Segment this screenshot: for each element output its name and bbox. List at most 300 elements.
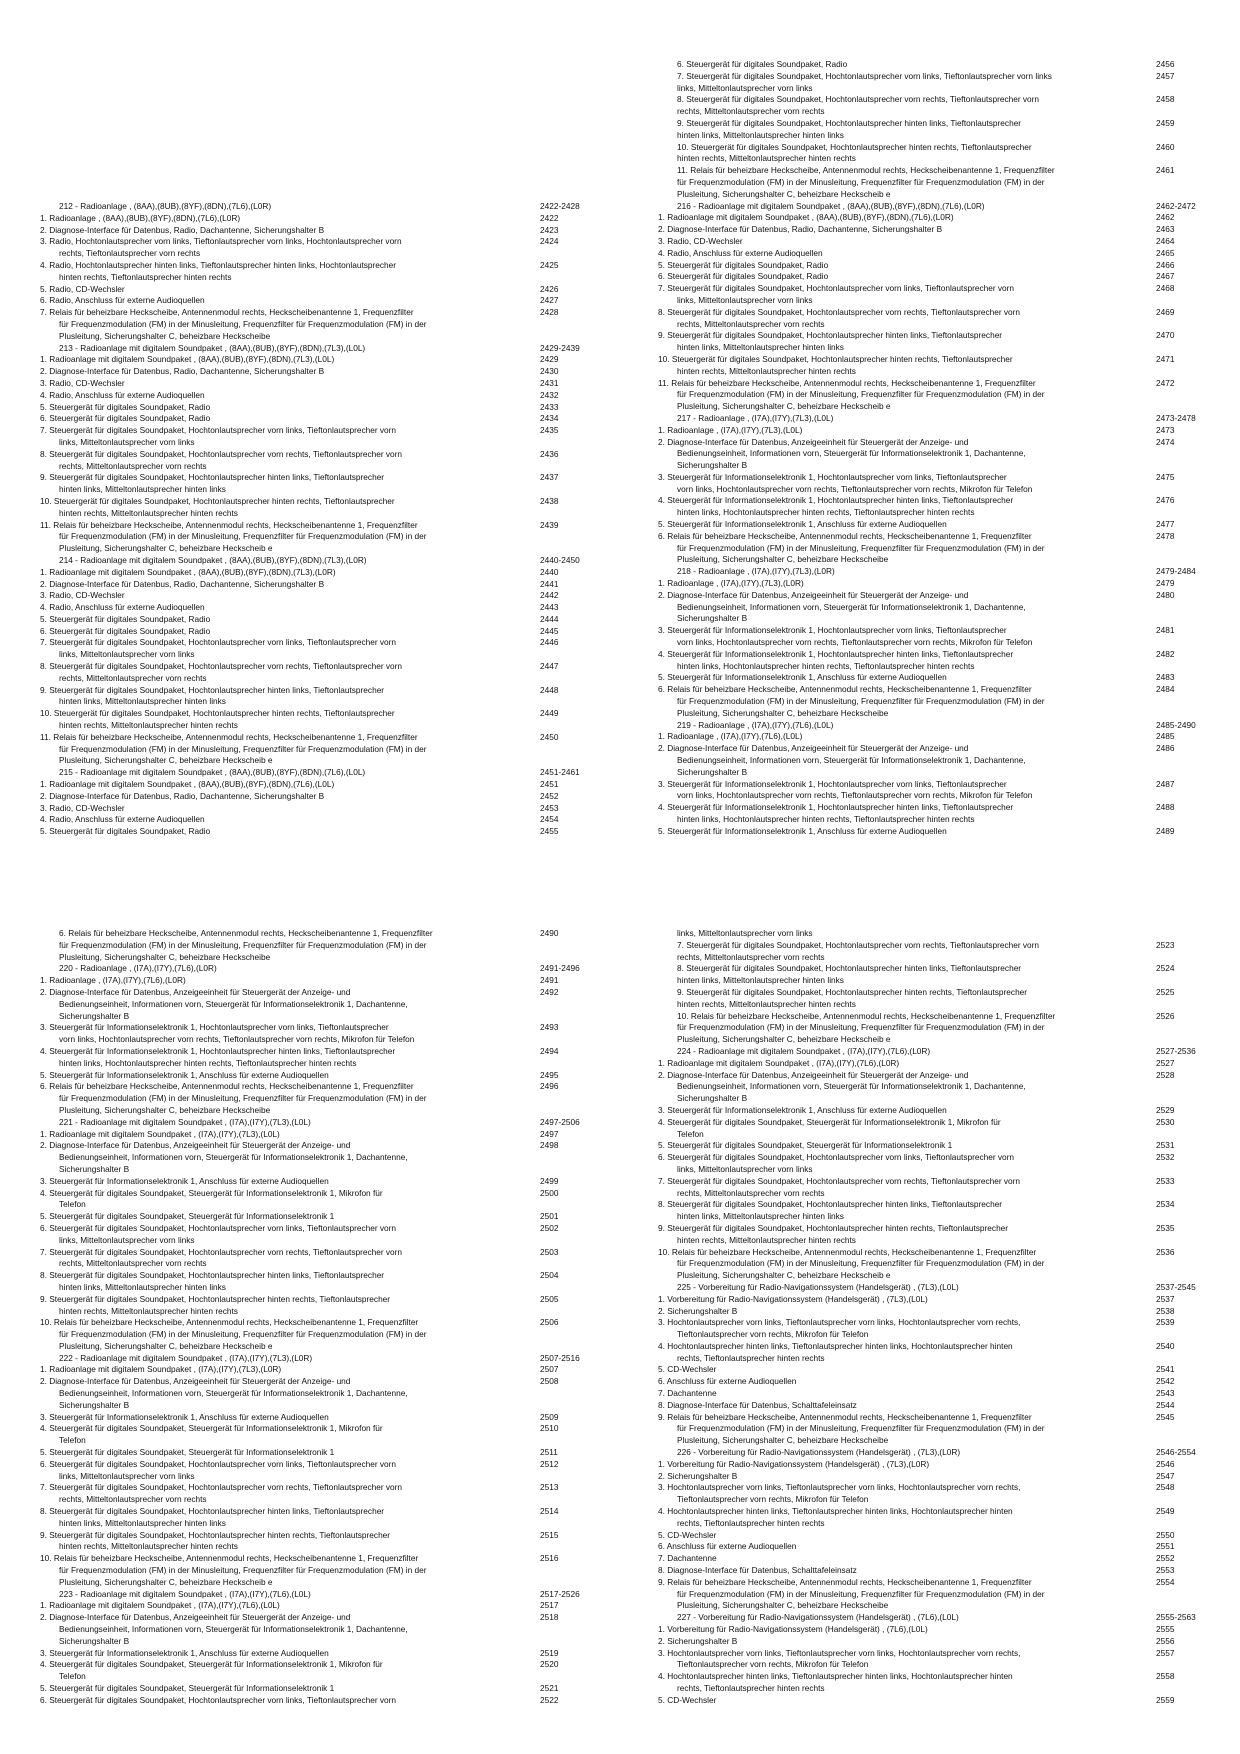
- toc-continuation: [658, 1683, 1240, 1695]
- toc-entry: [40, 661, 640, 673]
- toc-continuation: [40, 1011, 640, 1023]
- toc-continuation: [658, 1093, 1240, 1105]
- toc-continuation: [40, 508, 640, 520]
- page-number: 2470: [1156, 330, 1175, 341]
- toc-continuation: [658, 790, 1240, 802]
- entry-text: 6. Steuergerät für digitales Soundpaket, Radio: [658, 271, 829, 282]
- entry-text: 3. Steuergerät für Informationselektronik 1, Hochtonlautsprecher vorn links, Tieftonlautsprecher: [658, 625, 1007, 636]
- toc-entry: [658, 1117, 1240, 1129]
- toc-entry: [658, 1388, 1240, 1400]
- entry-text: 2. Sicherungshalter B: [658, 1305, 738, 1316]
- page-number: 2526: [1156, 1010, 1175, 1021]
- entry-text: 8. Steuergerät für digitales Soundpaket, Hochtonlautsprecher vorn rechts, Tieftonlautsprecher vorn: [40, 448, 403, 459]
- entry-text: für Frequenzmodulation (FM) in der Minusleitung, Frequenzfilter für Frequenzmodulation (FM) in der: [677, 696, 1045, 707]
- section-heading: [40, 201, 640, 213]
- entry-text: für Frequenzmodulation (FM) in der Minusleitung, Frequenzfilter für Frequenzmodulation (FM) in der: [677, 1258, 1045, 1269]
- entry-text: 7. Dachantenne: [658, 1553, 717, 1564]
- entry-text: für Frequenzmodulation (FM) in der Minusleitung, Frequenzfilter für Frequenzmodulation (FM) in der: [59, 939, 427, 950]
- toc-entry: [40, 1140, 640, 1152]
- page-number: 2530: [1156, 1116, 1175, 1127]
- entry-text: 7. Steuergerät für digitales Soundpaket, Hochtonlautsprecher vorn links, Tieftonlautsprecher vorn: [40, 425, 397, 436]
- toc-entry: [40, 567, 640, 579]
- toc-continuation: [658, 153, 1240, 165]
- entry-text: 6. Steuergerät für digitales Soundpaket, Radio: [677, 59, 848, 69]
- toc-continuation: [40, 720, 640, 732]
- entry-text: 9. Relais für beheizbare Heckscheibe, Antennenmodul rechts, Heckscheibenantenne 1, Frequenzfilter: [658, 1576, 1032, 1587]
- entry-text: 212 - Radioanlage , (8AA),(8UB),(8YF),(8DN),(7L6),(L0R): [59, 201, 272, 211]
- toc-entry: [40, 814, 640, 826]
- toc-entry: [40, 496, 640, 508]
- page-number: 2487: [1156, 778, 1175, 789]
- page-number: 2485-2490: [1156, 719, 1196, 730]
- page-number: 2483: [1156, 672, 1175, 683]
- entry-text: 5. CD-Wechsler: [658, 1529, 717, 1540]
- entry-text: 5. Steuergerät für Informationselektronik 1, Anschluss für externe Audioquellen: [658, 825, 947, 836]
- toc-continuation: [40, 940, 640, 952]
- toc-continuation: [40, 461, 640, 473]
- toc-entry: [658, 743, 1240, 755]
- toc-entry: [40, 378, 640, 390]
- entry-text: 2. Diagnose-Interface für Datenbus, Radio, Dachantenne, Sicherungshalter B: [40, 224, 325, 235]
- page-number: 2497: [540, 1128, 559, 1139]
- entry-text: Bedienungseinheit, Informationen vorn, Steuergerät für Informationselektronik 1, Dachantenne,: [59, 1388, 408, 1399]
- page-number: 2511: [540, 1447, 558, 1458]
- toc-continuation: [658, 1600, 1240, 1612]
- page-number: 2428: [540, 307, 559, 318]
- toc-continuation: [658, 1022, 1240, 1034]
- entry-text: 2. Sicherungshalter B: [658, 1635, 738, 1646]
- page-number: 2476: [1156, 495, 1175, 506]
- entry-text: hinten rechts, Mitteltonlautsprecher hinten rechts: [59, 720, 238, 731]
- entry-text: 3. Steuergerät für Informationselektronik 1, Anschluss für externe Audioquellen: [40, 1175, 329, 1186]
- entry-text: 7. Steuergerät für digitales Soundpaket, Hochtonlautsprecher vorn rechts, Tieftonlautsprecher vorn: [40, 1246, 403, 1257]
- toc-entry: [40, 1506, 640, 1518]
- entry-text: hinten links, Mitteltonlautsprecher hinten links: [677, 129, 844, 140]
- entry-text: 6. Relais für beheizbare Heckscheibe, Antennenmodul rechts, Heckscheibenantenne 1, Frequenzfilter: [658, 684, 1032, 695]
- entry-text: Sicherungshalter B: [59, 1163, 130, 1174]
- toc-continuation: [658, 177, 1240, 189]
- toc-entry: [658, 260, 1240, 272]
- toc-entry: [40, 1659, 640, 1671]
- entry-text: Telefon: [59, 1671, 86, 1682]
- entry-text: 221 - Radioanlage mit digitalem Soundpaket , (I7A),(I7Y),(7L3),(L0L): [59, 1116, 311, 1127]
- page-number: 2505: [540, 1293, 559, 1304]
- page-number: 2515: [540, 1529, 559, 1540]
- entry-text: 213 - Radioanlage mit digitalem Soundpaket , (8AA),(8UB),(8YF),(8DN),(7L3),(L0L): [59, 342, 366, 353]
- entry-text: 1. Radioanlage , (I7A),(I7Y),(7L3),(L0R): [658, 578, 804, 589]
- entry-text: 1. Radioanlage mit digitalem Soundpaket , (I7A),(I7Y),(7L3),(L0L): [40, 1128, 280, 1139]
- toc-continuation: [658, 987, 1240, 999]
- page-number: 2429-2439: [540, 342, 580, 353]
- toc-entry: [658, 1341, 1240, 1353]
- entry-text: 8. Steuergerät für digitales Soundpaket, Hochtonlautsprecher hinten links, Tieftonlautsprecher: [658, 1199, 1003, 1210]
- toc-entry: [658, 625, 1240, 637]
- entry-text: 9. Steuergerät für digitales Soundpaket, Hochtonlautsprecher hinten rechts, Tieftonlautsprecher: [658, 1222, 1009, 1233]
- page-number: 2544: [1156, 1399, 1175, 1410]
- toc-continuation: [40, 1341, 640, 1353]
- entry-text: hinten links, Mitteltonlautsprecher hinten links: [59, 1517, 226, 1528]
- entry-text: 7. Steuergerät für digitales Soundpaket, Hochtonlautsprecher vorn links, Tieftonlautsprecher vorn links: [677, 70, 1052, 81]
- toc-continuation: [40, 248, 640, 260]
- page-number: 2557: [1156, 1647, 1175, 1658]
- toc-continuation: [658, 1129, 1240, 1141]
- section-heading: [658, 566, 1240, 578]
- toc-continuation: [658, 295, 1240, 307]
- page-number: 2522: [540, 1694, 559, 1705]
- page-number: 2459: [1156, 117, 1175, 128]
- entry-text: Bedienungseinheit, Informationen vorn, Steuergerät für Informationselektronik 1, Dachantenne,: [59, 1624, 408, 1635]
- toc-continuation: [658, 999, 1240, 1011]
- entry-text: 1. Vorbereitung für Radio-Navigationssystem (Handelsgerät) , (7L3),(L0R): [658, 1458, 930, 1469]
- toc-continuation: [40, 744, 640, 756]
- page-number: 2533: [1156, 1175, 1175, 1186]
- page-number: 2541: [1156, 1364, 1175, 1375]
- entry-text: hinten links, Hochtonlautsprecher hinten rechts, Tieftonlautsprecher hinten rechts: [677, 507, 975, 518]
- entry-text: 1. Radioanlage , (I7A),(I7Y),(7L6),(L0L): [658, 731, 803, 742]
- page-number: 2527-2536: [1156, 1045, 1196, 1056]
- page-number: 2551: [1156, 1541, 1175, 1552]
- entry-text: Plusleitung, Sicherungshalter C, beheizbare Heckscheib e: [59, 543, 273, 554]
- toc-entry: [40, 1600, 640, 1612]
- toc-entry: [40, 732, 640, 744]
- toc-continuation: [658, 613, 1240, 625]
- entry-text: Sicherungshalter B: [677, 460, 748, 471]
- page-number: 2543: [1156, 1388, 1175, 1399]
- page-number: 2528: [1156, 1069, 1175, 1080]
- page-number: 2460: [1156, 141, 1175, 152]
- page-number: 2491: [540, 975, 559, 986]
- page-number: 2475: [1156, 471, 1175, 482]
- entry-text: rechts, Tieftonlautsprecher hinten rechts: [677, 1517, 825, 1528]
- entry-text: 3. Radio, CD-Wechsler: [40, 802, 125, 813]
- toc-entry: [658, 1364, 1240, 1376]
- toc-entry: [658, 283, 1240, 295]
- toc-entry: [658, 271, 1240, 283]
- entry-text: 2. Diagnose-Interface für Datenbus, Radio, Dachantenne, Sicherungshalter B: [40, 366, 325, 377]
- toc-continuation: [658, 1329, 1240, 1341]
- entry-text: für Frequenzmodulation (FM) in der Minusleitung, Frequenzfilter für Frequenzmodulation (FM) in der: [59, 1329, 427, 1340]
- page-number: 2473-2478: [1156, 412, 1196, 423]
- entry-text: 215 - Radioanlage mit digitalem Soundpaket , (8AA),(8UB),(8YF),(8DN),(7L6),(L0L): [59, 767, 366, 778]
- toc-entry: [658, 1541, 1240, 1553]
- toc-entry: [40, 708, 640, 720]
- toc-entry: [40, 449, 640, 461]
- toc-continuation: [658, 71, 1240, 83]
- toc-entry: [658, 425, 1240, 437]
- entry-text: Plusleitung, Sicherungshalter C, beheizbare Heckscheibe: [677, 1600, 889, 1611]
- toc-continuation: [658, 1518, 1240, 1530]
- entry-text: 4. Radio, Hochtonlautsprecher hinten links, Tieftonlautsprecher hinten links, Hochtonlautsprecher: [40, 259, 397, 270]
- entry-text: 10. Relais für beheizbare Heckscheibe, Antennenmodul rechts, Heckscheibenantenne 1, Frequenzfilter: [677, 1010, 1056, 1021]
- toc-entry: [658, 731, 1240, 743]
- page-number: 2493: [540, 1022, 559, 1033]
- toc-continuation: [658, 814, 1240, 826]
- toc-continuation: [658, 118, 1240, 130]
- toc-entry: [40, 354, 640, 366]
- entry-text: 5. Steuergerät für digitales Soundpaket, Radio: [40, 613, 211, 624]
- toc-continuation: [658, 1423, 1240, 1435]
- entry-text: 9. Steuergerät für digitales Soundpaket, Hochtonlautsprecher hinten links, Tieftonlautsprecher: [40, 684, 385, 695]
- entry-text: 7. Steuergerät für digitales Soundpaket, Hochtonlautsprecher vorn rechts, Tieftonlautsprecher vorn: [658, 1175, 1021, 1186]
- toc-entry: [40, 402, 640, 414]
- toc-entry: [40, 1188, 640, 1200]
- entry-text: vorn links, Hochtonlautsprecher vorn rechts, Tieftonlautsprecher vorn rechts, Mikrofon für Telefon: [677, 790, 1033, 801]
- toc-continuation: [658, 189, 1240, 201]
- toc-entry: [40, 1412, 640, 1424]
- entry-text: vorn links, Hochtonlautsprecher vorn rechts, Tieftonlautsprecher vorn rechts, Mikrofon für Telefon: [59, 1034, 415, 1045]
- entry-text: 217 - Radioanlage , (I7A),(I7Y),(7L3),(L0L): [677, 412, 834, 423]
- entry-text: 7. Steuergerät für digitales Soundpaket, Hochtonlautsprecher vorn links, Tieftonlautsprecher vorn: [658, 283, 1015, 294]
- page-number: 2503: [540, 1246, 559, 1257]
- toc-continuation: [658, 1235, 1240, 1247]
- page-number: 2527: [1156, 1057, 1175, 1068]
- section-heading: [40, 1589, 640, 1601]
- page-number: 2547: [1156, 1470, 1175, 1481]
- entry-text: 3. Radio, CD-Wechsler: [658, 235, 743, 246]
- page-number: 2465: [1156, 247, 1175, 258]
- toc-entry: [658, 378, 1240, 390]
- toc-continuation: [658, 1659, 1240, 1671]
- page-number: 2500: [540, 1187, 559, 1198]
- page-number: 2464: [1156, 235, 1175, 246]
- toc-entry: [40, 1070, 640, 1082]
- toc-entry: [658, 1459, 1240, 1471]
- toc-continuation: [40, 1258, 640, 1270]
- entry-text: 8. Steuergerät für digitales Soundpaket, Hochtonlautsprecher vorn rechts, Tieftonlautsprecher vorn: [40, 661, 403, 672]
- page-number: 2422-2428: [540, 201, 580, 211]
- entry-text: Plusleitung, Sicherungshalter C, beheizbare Heckscheibe: [677, 554, 889, 565]
- entry-text: rechts, Mitteltonlautsprecher vorn rechts: [59, 672, 207, 683]
- entry-text: 2. Diagnose-Interface für Datenbus, Radio, Dachantenne, Sicherungshalter B: [40, 578, 325, 589]
- toc-entry: [658, 590, 1240, 602]
- entry-text: Plusleitung, Sicherungshalter C, beheizbare Heckscheib e: [59, 1576, 273, 1587]
- toc-entry: [40, 284, 640, 296]
- toc-continuation: [40, 755, 640, 767]
- section-heading: [40, 1353, 640, 1365]
- toc-continuation: [658, 401, 1240, 413]
- toc-continuation: [40, 673, 640, 685]
- toc-entry: [40, 1364, 640, 1376]
- entry-text: 4. Steuergerät für digitales Soundpaket, Steuergerät für Informationselektronik 1, Mikrofon für: [40, 1187, 383, 1198]
- entry-text: für Frequenzmodulation (FM) in der Minusleitung, Frequenzfilter für Frequenzmodulation (FM) in der: [59, 1093, 427, 1104]
- entry-text: 6. Anschluss für externe Audioquellen: [658, 1541, 797, 1552]
- entry-text: 6. Anschluss für externe Audioquellen: [658, 1376, 797, 1387]
- page-number: 2553: [1156, 1565, 1175, 1576]
- entry-text: 2. Diagnose-Interface für Datenbus, Anzeigeeinheit für Steuergerät der Anzeige- und: [658, 436, 969, 447]
- toc-entry: [40, 472, 640, 484]
- entry-text: 3. Radio, CD-Wechsler: [40, 590, 125, 601]
- toc-continuation: [40, 272, 640, 284]
- entry-text: links, Mitteltonlautsprecher vorn links: [677, 928, 813, 938]
- entry-text: Bedienungseinheit, Informationen vorn, Steuergerät für Informationselektronik 1, Dachantenne,: [677, 755, 1026, 766]
- entry-text: 4. Radio, Anschluss für externe Audioquellen: [40, 814, 205, 825]
- page-number: 2451: [540, 779, 559, 790]
- entry-text: rechts, Mitteltonlautsprecher vorn rechts: [677, 106, 825, 117]
- toc-continuation: [658, 165, 1240, 177]
- page-number: 2448: [540, 684, 559, 695]
- section-heading: [658, 1612, 1240, 1624]
- page-number: 2477: [1156, 519, 1175, 530]
- entry-text: 8. Steuergerät für digitales Soundpaket, Hochtonlautsprecher vorn rechts, Tieftonlautsprecher vorn: [677, 94, 1040, 105]
- page-number: 2542: [1156, 1376, 1175, 1387]
- toc-continuation: [40, 1282, 640, 1294]
- entry-text: 11. Relais für beheizbare Heckscheibe, Antennenmodul rechts, Heckscheibenantenne 1, Frequenzfilter: [40, 519, 418, 530]
- toc-continuation: [658, 554, 1240, 566]
- entry-text: 220 - Radioanlage , (I7A),(I7Y),(7L6),(L0R): [59, 963, 217, 974]
- entry-text: hinten rechts, Mitteltonlautsprecher hinten rechts: [677, 153, 856, 164]
- page-number: 2498: [540, 1140, 559, 1151]
- entry-text: 1. Radioanlage , (8AA),(8UB),(8YF),(8DN),(7L6),(L0R): [40, 212, 241, 223]
- toc-continuation: [40, 1058, 640, 1070]
- entry-text: 9. Steuergerät für digitales Soundpaket, Hochtonlautsprecher hinten rechts, Tieftonlautsprecher: [40, 1529, 391, 1540]
- entry-text: 2. Diagnose-Interface für Datenbus, Anzeigeeinheit für Steuergerät der Anzeige- und: [658, 589, 969, 600]
- page-number: 2556: [1156, 1635, 1175, 1646]
- toc-continuation: [40, 319, 640, 331]
- toc-continuation: [658, 142, 1240, 154]
- entry-text: 5. CD-Wechsler: [658, 1694, 717, 1705]
- entry-text: 2. Sicherungshalter B: [658, 1470, 738, 1481]
- page-number: 2517: [540, 1600, 559, 1611]
- entry-text: 5. Steuergerät für Informationselektronik 1, Anschluss für externe Audioquellen: [658, 672, 947, 683]
- toc-entry: [40, 236, 640, 248]
- toc-entry: [658, 1577, 1240, 1589]
- toc-continuation: [40, 1152, 640, 1164]
- toc-entry: [658, 224, 1240, 236]
- page-number: 2432: [540, 389, 559, 400]
- toc-entry: [40, 791, 640, 803]
- page-number: 2437: [540, 472, 559, 483]
- toc-entry: [40, 1530, 640, 1542]
- toc-entry: [658, 519, 1240, 531]
- section-heading: [658, 1282, 1240, 1294]
- entry-text: 5. Steuergerät für digitales Soundpaket, Steuergerät für Informationselektronik 1: [658, 1140, 953, 1151]
- entry-text: Plusleitung, Sicherungshalter C, beheizbare Heckscheibe: [59, 330, 271, 341]
- page-number: 2549: [1156, 1506, 1175, 1517]
- section-heading: [40, 767, 640, 779]
- toc-continuation: [40, 1541, 640, 1553]
- entry-text: 8. Steuergerät für digitales Soundpaket, Hochtonlautsprecher hinten links, Tieftonlautsprecher: [677, 963, 1022, 974]
- page-number: 2502: [540, 1222, 559, 1233]
- entry-text: 8. Diagnose-Interface für Datenbus, Schalttafeleinsatz: [658, 1399, 857, 1410]
- toc-entry: [658, 1553, 1240, 1565]
- toc-continuation: [40, 928, 640, 940]
- toc-continuation: [40, 1565, 640, 1577]
- toc-entry: [40, 1695, 640, 1707]
- entry-text: rechts, Mitteltonlautsprecher vorn rechts: [59, 460, 207, 471]
- toc-entry: [40, 803, 640, 815]
- page-number: 2441: [540, 578, 559, 589]
- toc-continuation: [40, 649, 640, 661]
- toc-entry: [658, 684, 1240, 696]
- page-number: 2454: [540, 814, 559, 825]
- page-number: 2435: [540, 425, 559, 436]
- page-number: 2478: [1156, 530, 1175, 541]
- page-number: 2457: [1156, 70, 1175, 81]
- page-number: 2507: [540, 1364, 559, 1375]
- entry-text: 222 - Radioanlage mit digitalem Soundpaket , (I7A),(I7Y),(7L3),(L0R): [59, 1352, 313, 1363]
- page-number: 2482: [1156, 648, 1175, 659]
- page-number: 2506: [540, 1317, 559, 1328]
- toc-continuation: [40, 1093, 640, 1105]
- toc-continuation: [658, 602, 1240, 614]
- toc-entry: [40, 520, 640, 532]
- entry-text: rechts, Mitteltonlautsprecher vorn rechts: [677, 951, 825, 962]
- entry-text: Plusleitung, Sicherungshalter C, beheizbare Heckscheib e: [59, 755, 273, 766]
- entry-text: 2. Diagnose-Interface für Datenbus, Radio, Dachantenne, Sicherungshalter B: [658, 224, 943, 235]
- entry-text: 1. Vorbereitung für Radio-Navigationssystem (Handelsgerät) , (7L3),(L0L): [658, 1293, 928, 1304]
- entry-text: Plusleitung, Sicherungshalter C, beheizbare Heckscheib e: [677, 1034, 891, 1045]
- entry-text: 9. Steuergerät für digitales Soundpaket, Hochtonlautsprecher hinten rechts, Tieftonlautsprecher: [677, 986, 1028, 997]
- entry-text: 6. Steuergerät für digitales Soundpaket, Radio: [40, 413, 211, 424]
- entry-text: 2. Diagnose-Interface für Datenbus, Anzeigeeinheit für Steuergerät der Anzeige- und: [658, 743, 969, 754]
- page-number: 2422: [540, 212, 559, 223]
- entry-text: 3. Radio, Hochtonlautsprecher vorn links, Tieftonlautsprecher vorn links, Hochtonlautsprecher vorn: [40, 236, 402, 247]
- toc-entry: [658, 354, 1240, 366]
- page-number: 2479: [1156, 578, 1175, 589]
- toc-entry: [658, 1140, 1240, 1152]
- toc-entry: [658, 1636, 1240, 1648]
- page-number: 2552: [1156, 1553, 1175, 1564]
- toc-entry: [40, 1022, 640, 1034]
- toc-entry: [40, 260, 640, 272]
- page-number: 2427: [540, 295, 559, 306]
- toc-continuation: [40, 1235, 640, 1247]
- entry-text: 3. Radio, CD-Wechsler: [40, 377, 125, 388]
- toc-entry: [658, 649, 1240, 661]
- toc-entry: [40, 1447, 640, 1459]
- page-number: 2462: [1156, 212, 1175, 223]
- page-number: 2509: [540, 1411, 559, 1422]
- entry-text: 6. Radio, Anschluss für externe Audioquellen: [40, 295, 205, 306]
- toc-entry: [658, 1105, 1240, 1117]
- toc-continuation: [40, 1105, 640, 1117]
- entry-text: 2. Diagnose-Interface für Datenbus, Radio, Dachantenne, Sicherungshalter B: [40, 790, 325, 801]
- page-number: 2455: [540, 826, 559, 837]
- page-number: 2491-2496: [540, 963, 580, 974]
- toc-entry: [658, 531, 1240, 543]
- toc-entry: [40, 1129, 640, 1141]
- entry-text: für Frequenzmodulation (FM) in der Minusleitung, Frequenzfilter für Frequenzmodulation (FM) in der: [677, 542, 1045, 553]
- entry-text: 3. Steuergerät für Informationselektronik 1, Anschluss für externe Audioquellen: [40, 1647, 329, 1658]
- toc-entry: [40, 1223, 640, 1235]
- entry-text: hinten rechts, Mitteltonlautsprecher hinten rechts: [677, 1234, 856, 1245]
- entry-text: rechts, Tieftonlautsprecher hinten rechts: [677, 1683, 825, 1693]
- entry-text: 5. Radio, CD-Wechsler: [40, 283, 125, 294]
- toc-entry: [40, 626, 640, 638]
- toc-continuation: [658, 94, 1240, 106]
- entry-text: links, Mitteltonlautsprecher vorn links: [677, 1163, 813, 1174]
- toc-entry: [658, 1471, 1240, 1483]
- entry-text: 2. Diagnose-Interface für Datenbus, Anzeigeeinheit für Steuergerät der Anzeige- und: [658, 1069, 969, 1080]
- page-number: 2499: [540, 1175, 559, 1186]
- entry-text: rechts, Tieftonlautsprecher hinten rechts: [677, 1352, 825, 1363]
- page-number: 2481: [1156, 625, 1175, 636]
- entry-text: 1. Vorbereitung für Radio-Navigationssystem (Handelsgerät) , (7L6),(L0L): [658, 1624, 928, 1635]
- page-number: 2531: [1156, 1140, 1175, 1151]
- page-number: 2537-2545: [1156, 1281, 1196, 1292]
- entry-text: für Frequenzmodulation (FM) in der Minusleitung, Frequenzfilter für Frequenzmodulation (FM) in der: [59, 318, 427, 329]
- toc-entry: [40, 1648, 640, 1660]
- entry-text: 3. Hochtonlautsprecher vorn links, Tieftonlautsprecher vorn links, Hochtonlautsprecher vorn rechts,: [658, 1482, 1021, 1493]
- entry-text: 11. Relais für beheizbare Heckscheibe, Antennenmodul rechts, Heckscheibenantenne 1, Frequenzfilter: [658, 377, 1036, 388]
- entry-text: 9. Steuergerät für digitales Soundpaket, Hochtonlautsprecher hinten links, Tieftonlautsprecher: [40, 472, 385, 483]
- toc-continuation: [40, 331, 640, 343]
- page-number: 2508: [540, 1376, 559, 1387]
- entry-text: 6. Steuergerät für digitales Soundpaket, Radio: [40, 625, 211, 636]
- entry-text: 10. Steuergerät für digitales Soundpaket, Hochtonlautsprecher hinten rechts, Tieftonlautsprecher: [658, 353, 1013, 364]
- toc-entry: [658, 1294, 1240, 1306]
- entry-text: 4. Radio, Anschluss für externe Audioquellen: [40, 602, 205, 613]
